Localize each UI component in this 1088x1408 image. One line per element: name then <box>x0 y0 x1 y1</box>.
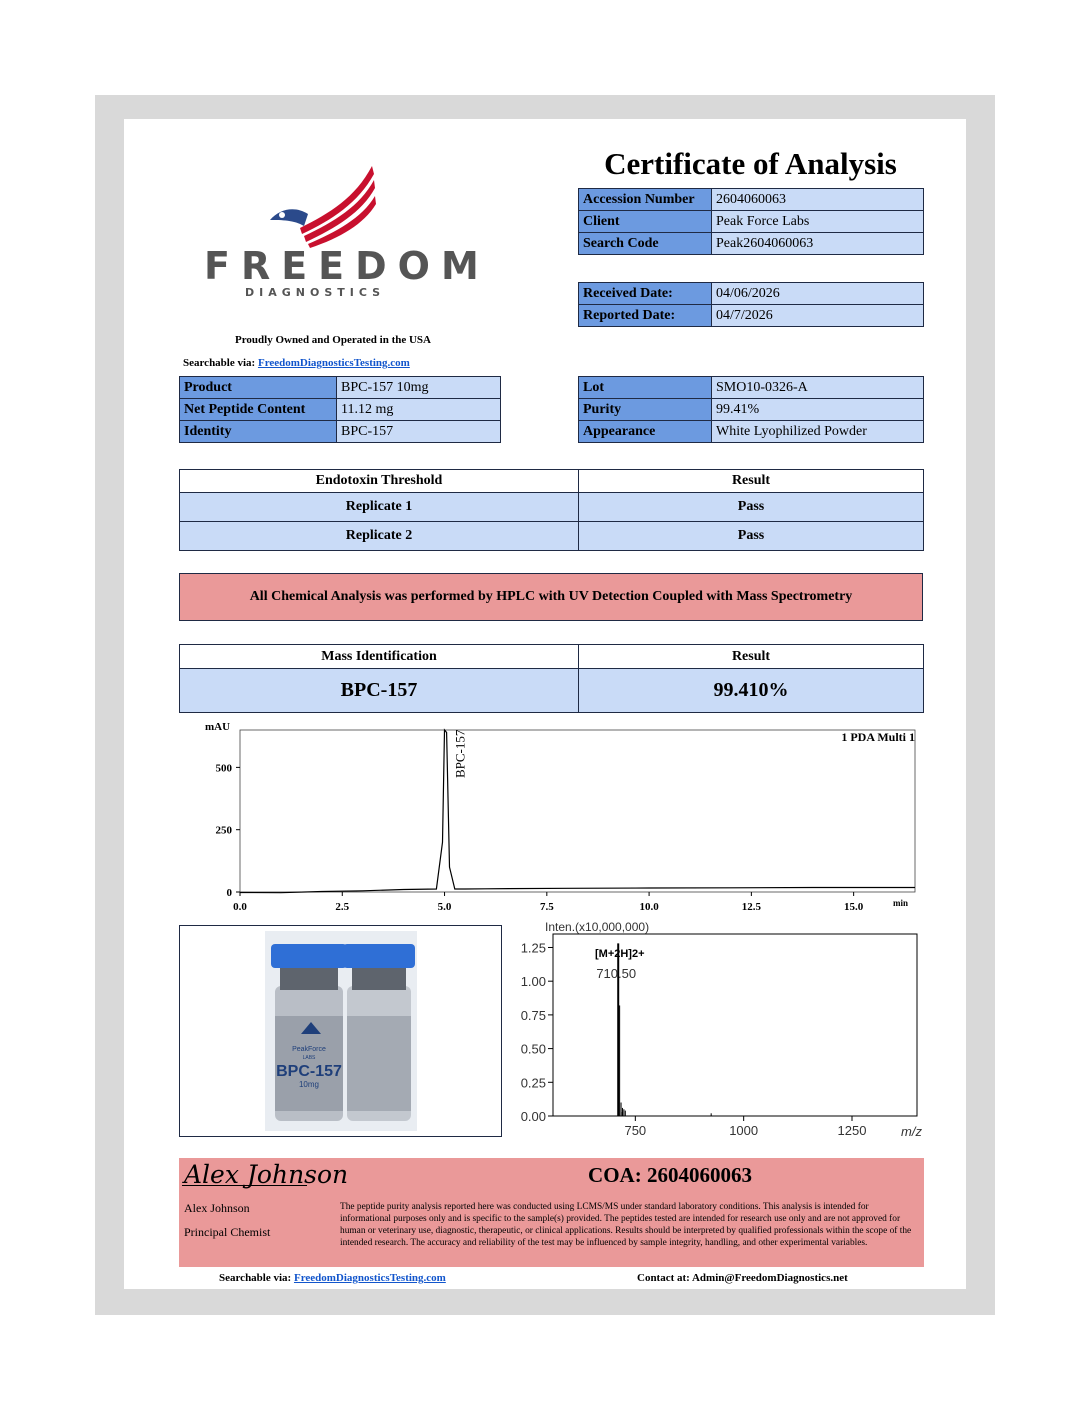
ms-xtick-label: 750 <box>624 1123 647 1138</box>
purity-label: Purity <box>579 399 712 421</box>
ms-plot-area <box>553 934 917 1116</box>
ms-xlabel: m/z <box>901 1124 922 1139</box>
endotoxin-header: Endotoxin Threshold <box>180 470 579 493</box>
received-date-label: Received Date: <box>579 283 712 305</box>
client-value: Peak Force Labs <box>712 211 924 233</box>
analysis-note-banner <box>179 573 923 621</box>
searchable-label: Searchable via: <box>183 357 256 369</box>
eagle-flag-logo-icon <box>260 158 380 248</box>
hplc-ytick-label: 0 <box>226 887 232 899</box>
ms-peak-label: 710.50 <box>596 966 637 981</box>
accession-label: Accession Number <box>579 189 712 211</box>
mass-id-header: Mass Identification <box>180 645 579 669</box>
hplc-peak-label: BPC-157 <box>452 729 468 778</box>
accession-value: 2604060063 <box>712 189 924 211</box>
mass-result: 99.410% <box>579 669 924 713</box>
hplc-xtick-label: 15.0 <box>844 901 864 913</box>
ms-xtick-label: 1250 <box>837 1123 867 1138</box>
hplc-xtick-label: 10.0 <box>639 901 659 913</box>
vial-photo <box>180 926 501 1136</box>
ms-ytick-label: 0.50 <box>520 1041 546 1057</box>
vial-cap-2 <box>343 944 415 968</box>
searchable-via <box>183 357 410 369</box>
appearance-value: White Lyophilized Powder <box>712 421 924 443</box>
net-peptide-value: 11.12 mg <box>337 399 501 421</box>
net-peptide-label: Net Peptide Content <box>180 399 337 421</box>
product-value: BPC-157 10mg <box>337 377 501 399</box>
ms-ytick-label: 0.00 <box>520 1109 546 1124</box>
hplc-ytick-label: 500 <box>215 762 232 775</box>
purity-value: 99.41% <box>712 399 924 421</box>
ms-ytick-label: 1.25 <box>520 940 546 956</box>
ms-ytick-label: 0.25 <box>520 1075 546 1091</box>
hplc-xtick-label: 0.0 <box>233 901 247 913</box>
logo-wordmark: FREEDOM <box>204 244 490 288</box>
hplc-trace <box>240 730 915 893</box>
contact-email[interactable]: Contact at: Admin@FreedomDiagnostics.net <box>637 1272 848 1284</box>
lot-value: SMO10-0326-A <box>712 377 924 399</box>
vial-dose-label: 10mg <box>298 1080 320 1089</box>
lot-label: Lot <box>579 377 712 399</box>
page-title: Certificate of Analysis <box>604 146 897 181</box>
ms-annotation: [M+2H]2+ <box>595 948 645 960</box>
replicate-1-label: Replicate 1 <box>180 493 579 522</box>
chemist-role: Principal Chemist <box>184 1225 271 1239</box>
ms-ytick-label: 1.00 <box>520 974 546 990</box>
hplc-chromatogram <box>180 716 925 916</box>
mass-compound: BPC-157 <box>180 669 579 713</box>
hplc-ytick-label: 250 <box>215 824 232 837</box>
reported-date-value: 04/7/2026 <box>712 305 924 327</box>
signature: Alex Johnson <box>184 1160 349 1189</box>
vial-cap-1 <box>271 944 347 968</box>
hplc-plot-area <box>240 730 915 892</box>
hplc-legend: 1 PDA Multi 1 <box>841 730 915 744</box>
product-label: Product <box>180 377 337 399</box>
dates-table <box>578 282 924 327</box>
ms-xtick-label: 1000 <box>729 1123 759 1138</box>
hplc-ylabel: mAU <box>205 721 231 733</box>
hplc-xtick-label: 12.5 <box>741 901 761 913</box>
result-header: Result <box>579 470 924 493</box>
hplc-xtick-label: 5.0 <box>437 901 452 913</box>
accession-table <box>578 188 924 255</box>
footer-searchable <box>219 1272 446 1284</box>
replicate-1-result: Pass <box>579 493 924 522</box>
analysis-note: All Chemical Analysis was performed by HPLC with UV Detection Coupled with Mass Spectrometry <box>249 589 853 604</box>
replicate-2-label: Replicate 2 <box>180 522 579 551</box>
signature-line <box>182 1185 307 1186</box>
disclaimer: The peptide purity analysis reported here was conducted using LCMS/MS under standard laboratory conditions. This analysis is intended for informational purposes only and is specific to the sample(s) provided. The peptides tested are intended for research use only and are not approved for human or veterinary use, diagnostic, therapeutic, or clinical applications. Results should be interpreted by qualified professionals within the scope of the intended research. The accuracy and reliability of the test may be influenced by sample integrity, handling, and other experimental variables. <box>340 1202 912 1248</box>
vial-product-label: BPC-157 <box>276 1063 342 1080</box>
replicate-2-result: Pass <box>579 522 924 551</box>
tagline: Proudly Owned and Operated in the USA <box>235 334 431 346</box>
chemist-name: Alex Johnson <box>184 1201 250 1215</box>
product-table <box>179 376 501 443</box>
identity-value: BPC-157 <box>337 421 501 443</box>
mass-id-table <box>179 644 924 713</box>
identity-label: Identity <box>180 421 337 443</box>
footer-searchable-label: Searchable via: <box>219 1272 292 1284</box>
endotoxin-table <box>179 469 924 551</box>
hplc-xtick-label: 2.5 <box>335 901 350 913</box>
website-link[interactable]: FreedomDiagnosticsTesting.com <box>257 357 410 369</box>
svg-text:LABS: LABS <box>302 1055 316 1061</box>
ms-ytick-label: 0.75 <box>520 1007 546 1023</box>
coa-number: COA: 2604060063 <box>588 1163 752 1187</box>
received-date-value: 04/06/2026 <box>712 283 924 305</box>
search-code-label: Search Code <box>579 233 712 255</box>
hplc-xtick-label: 7.5 <box>539 901 554 913</box>
hplc-xunit: min <box>892 898 908 908</box>
vial-photo-frame <box>179 925 502 1137</box>
search-code-value: Peak2604060063 <box>712 233 924 255</box>
ms-ylabel: Inten.(x10,000,000) <box>545 920 650 934</box>
lot-table <box>578 376 924 443</box>
reported-date-label: Reported Date: <box>579 305 712 327</box>
client-label: Client <box>579 211 712 233</box>
footer-website-link[interactable]: FreedomDiagnosticsTesting.com <box>293 1272 446 1284</box>
mass-spectrum <box>505 918 925 1143</box>
logo-subword: DIAGNOSTICS <box>245 286 386 299</box>
appearance-label: Appearance <box>579 421 712 443</box>
svg-text:PeakForce: PeakForce <box>292 1046 326 1053</box>
mass-result-header: Result <box>579 645 924 669</box>
